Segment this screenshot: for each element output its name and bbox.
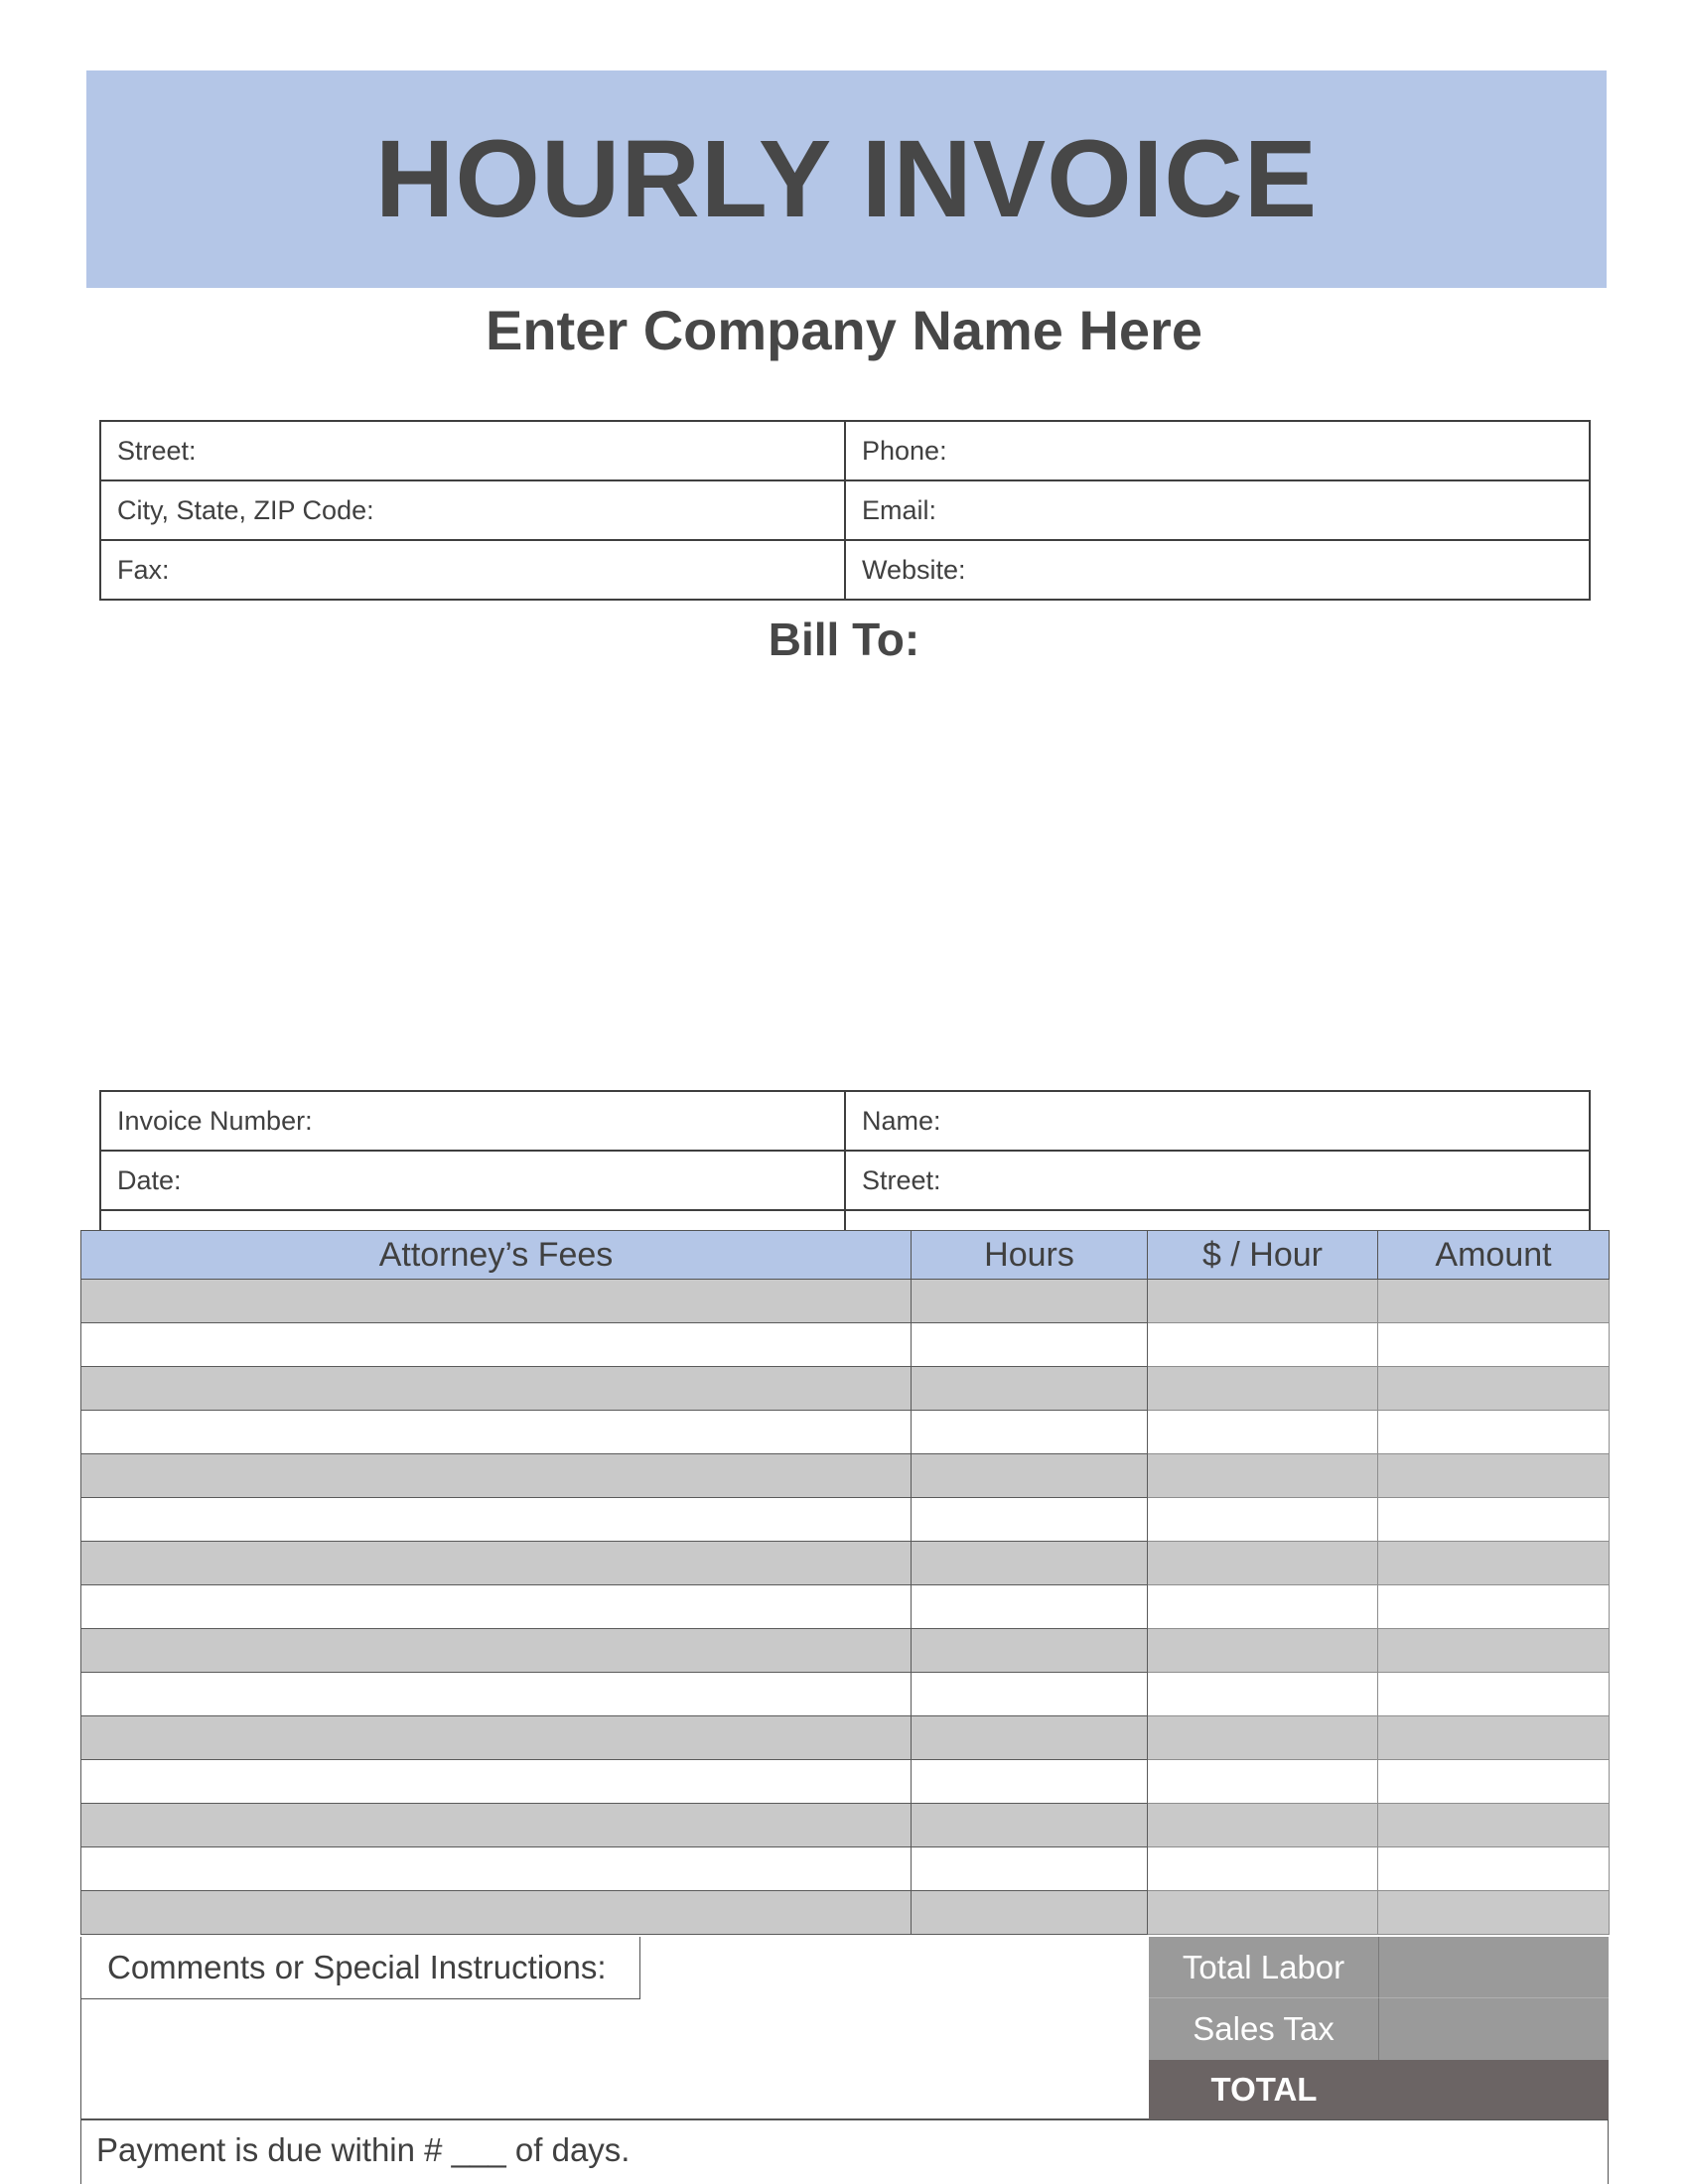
amount-cell[interactable] <box>1378 1585 1610 1629</box>
hours-cell[interactable] <box>912 1323 1148 1367</box>
rate-cell[interactable] <box>1148 1891 1378 1935</box>
fee-description-cell[interactable] <box>81 1629 912 1673</box>
fee-row <box>81 1454 1610 1498</box>
fee-row <box>81 1760 1610 1804</box>
fee-description-cell[interactable] <box>81 1585 912 1629</box>
amount-cell[interactable] <box>1378 1804 1610 1847</box>
fee-description-cell[interactable] <box>81 1367 912 1411</box>
amount-cell[interactable] <box>1378 1847 1610 1891</box>
rate-cell[interactable] <box>1148 1673 1378 1716</box>
rate-cell[interactable] <box>1148 1323 1378 1367</box>
total-labor-value[interactable] <box>1379 1937 1609 1998</box>
sender-city-state-zip-field[interactable]: City, State, ZIP Code: <box>100 480 845 540</box>
comments-label: Comments or Special Instructions: <box>81 1937 640 1999</box>
fee-description-cell[interactable] <box>81 1891 912 1935</box>
rate-cell[interactable] <box>1148 1629 1378 1673</box>
bill-to-name-field[interactable]: Name: <box>845 1091 1590 1151</box>
fee-description-cell[interactable] <box>81 1804 912 1847</box>
amount-cell[interactable] <box>1378 1629 1610 1673</box>
comments-and-totals-section <box>80 1937 1609 2119</box>
hours-cell[interactable] <box>912 1367 1148 1411</box>
fee-row <box>81 1323 1610 1367</box>
fee-description-cell[interactable] <box>81 1673 912 1716</box>
rate-cell[interactable] <box>1148 1498 1378 1542</box>
sender-fax-field[interactable]: Fax: <box>100 540 845 600</box>
fee-description-cell[interactable] <box>81 1323 912 1367</box>
column-header-attorneys-fees: Attorney’s Fees <box>81 1231 912 1280</box>
hours-cell[interactable] <box>912 1804 1148 1847</box>
hours-cell[interactable] <box>912 1847 1148 1891</box>
amount-cell[interactable] <box>1378 1323 1610 1367</box>
rate-cell[interactable] <box>1148 1847 1378 1891</box>
hours-cell[interactable] <box>912 1891 1148 1935</box>
payment-terms[interactable]: Payment is due within # ___ of days. <box>80 2119 1609 2184</box>
title-banner <box>86 70 1607 288</box>
hours-cell[interactable] <box>912 1498 1148 1542</box>
amount-cell[interactable] <box>1378 1716 1610 1760</box>
invoice-info-table <box>99 1090 1591 1241</box>
fee-row <box>81 1585 1610 1629</box>
amount-cell[interactable] <box>1378 1411 1610 1454</box>
sender-info-table <box>99 420 1591 601</box>
bill-to-street-field[interactable]: Street: <box>845 1151 1590 1210</box>
fee-description-cell[interactable] <box>81 1542 912 1585</box>
sender-website-field[interactable]: Website: <box>845 540 1590 600</box>
rate-cell[interactable] <box>1148 1411 1378 1454</box>
column-header-hours: Hours <box>912 1231 1148 1280</box>
total-label: TOTAL <box>1210 2071 1318 2108</box>
fee-row <box>81 1498 1610 1542</box>
hours-cell[interactable] <box>912 1585 1148 1629</box>
invoice-date-field[interactable]: Date: <box>100 1151 845 1210</box>
invoice-number-field[interactable]: Invoice Number: <box>100 1091 845 1151</box>
fee-description-cell[interactable] <box>81 1411 912 1454</box>
sales-tax-value[interactable] <box>1379 1998 1609 2060</box>
invoice-title: HOURLY INVOICE <box>374 118 1319 240</box>
hours-cell[interactable] <box>912 1454 1148 1498</box>
sender-street-field[interactable]: Street: <box>100 421 845 480</box>
total-labor-label: Total Labor <box>1149 1937 1379 1998</box>
total-row[interactable] <box>1149 2060 1609 2119</box>
amount-cell[interactable] <box>1378 1280 1610 1323</box>
rate-cell[interactable] <box>1148 1760 1378 1804</box>
fee-row <box>81 1716 1610 1760</box>
fee-description-cell[interactable] <box>81 1760 912 1804</box>
amount-cell[interactable] <box>1378 1542 1610 1585</box>
fee-row <box>81 1411 1610 1454</box>
rate-cell[interactable] <box>1148 1804 1378 1847</box>
hours-cell[interactable] <box>912 1673 1148 1716</box>
fee-row <box>81 1280 1610 1323</box>
fee-description-cell[interactable] <box>81 1498 912 1542</box>
column-header-rate: $ / Hour <box>1148 1231 1378 1280</box>
hours-cell[interactable] <box>912 1716 1148 1760</box>
bill-to-heading: Bill To: <box>768 614 920 665</box>
hours-cell[interactable] <box>912 1629 1148 1673</box>
hours-cell[interactable] <box>912 1542 1148 1585</box>
amount-cell[interactable] <box>1378 1891 1610 1935</box>
fee-description-cell[interactable] <box>81 1280 912 1323</box>
amount-cell[interactable] <box>1378 1498 1610 1542</box>
rate-cell[interactable] <box>1148 1716 1378 1760</box>
column-header-amount: Amount <box>1378 1231 1610 1280</box>
amount-cell[interactable] <box>1378 1367 1610 1411</box>
sales-tax-label: Sales Tax <box>1149 1998 1379 2060</box>
company-name[interactable]: Enter Company Name Here <box>485 299 1202 361</box>
rate-cell[interactable] <box>1148 1542 1378 1585</box>
amount-cell[interactable] <box>1378 1673 1610 1716</box>
fees-table-body <box>81 1280 1610 1935</box>
sender-phone-field[interactable]: Phone: <box>845 421 1590 480</box>
fee-row <box>81 1542 1610 1585</box>
amount-cell[interactable] <box>1378 1760 1610 1804</box>
fee-description-cell[interactable] <box>81 1716 912 1760</box>
fee-description-cell[interactable] <box>81 1454 912 1498</box>
hours-cell[interactable] <box>912 1280 1148 1323</box>
rate-cell[interactable] <box>1148 1454 1378 1498</box>
rate-cell[interactable] <box>1148 1280 1378 1323</box>
fee-row <box>81 1804 1610 1847</box>
fee-row <box>81 1673 1610 1716</box>
fee-description-cell[interactable] <box>81 1847 912 1891</box>
hours-cell[interactable] <box>912 1760 1148 1804</box>
fee-row <box>81 1891 1610 1935</box>
fees-table <box>80 1230 1610 1935</box>
hours-cell[interactable] <box>912 1411 1148 1454</box>
fee-row <box>81 1367 1610 1411</box>
rate-cell[interactable] <box>1148 1585 1378 1629</box>
fee-row <box>81 1847 1610 1891</box>
fee-row <box>81 1629 1610 1673</box>
amount-cell[interactable] <box>1378 1454 1610 1498</box>
sender-email-field[interactable]: Email: <box>845 480 1590 540</box>
fees-table-header <box>81 1231 1610 1280</box>
rate-cell[interactable] <box>1148 1367 1378 1411</box>
